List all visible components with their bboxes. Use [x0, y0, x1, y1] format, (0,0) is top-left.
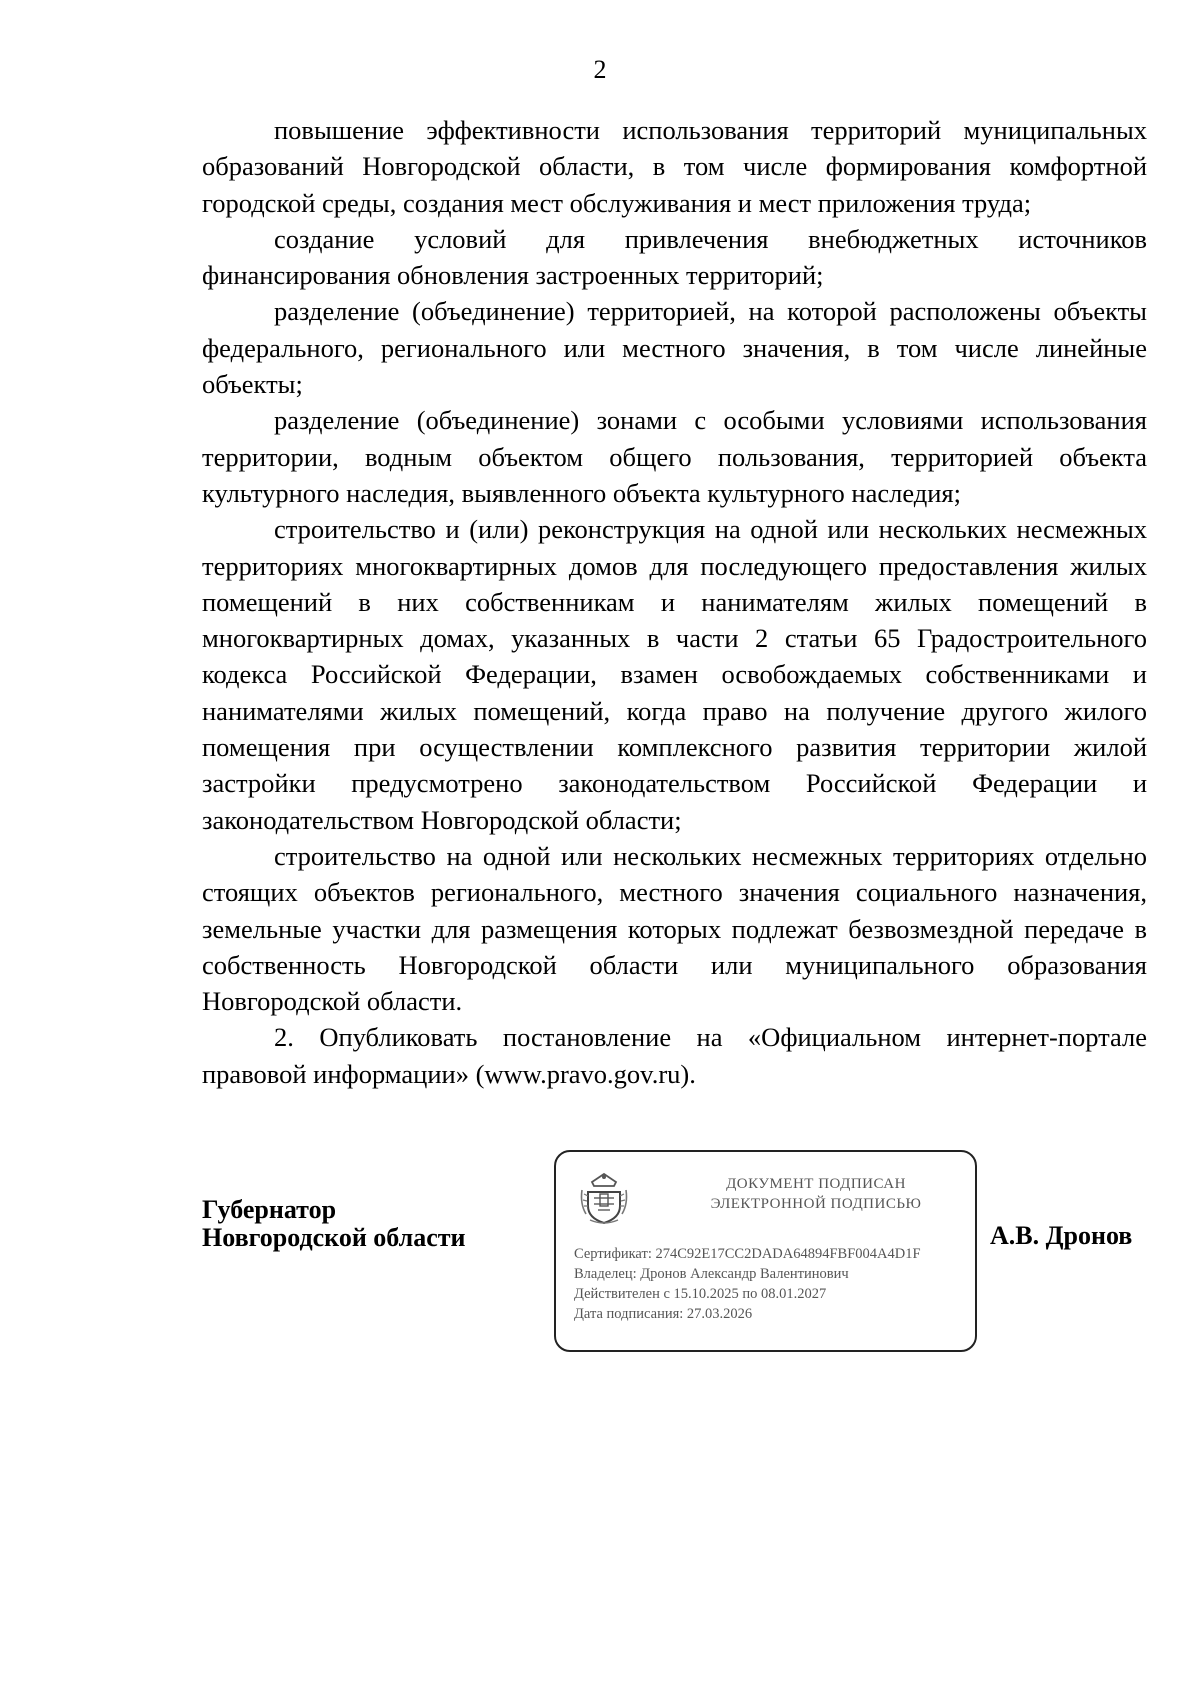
stamp-heading [666, 1174, 966, 1214]
signatory-name: А.В. Дронов [990, 1221, 1133, 1250]
document-body [202, 112, 1147, 1092]
coat-of-arms-icon [578, 1168, 630, 1226]
signatory-title [202, 1196, 466, 1252]
stamp-details [574, 1244, 921, 1324]
stamp-heading-line-1: ДОКУМЕНТ ПОДПИСАН [726, 1176, 906, 1192]
signatory-title-line-2: Новгородской области [202, 1223, 466, 1252]
paragraph-3: разделение (объединение) территорией, на которой расположены объекты федерального, регионального или местного значения, в том числе линейные объекты; [202, 296, 1147, 400]
stamp-signed-date: Дата подписания: 27.03.2026 [574, 1306, 753, 1322]
paragraph-6: строительство на одной или нескольких несмежных территориях отдельно стоящих объектов регионального, местного значения социального назначения, земельные участки для размещения которых подлежат безвозмездной передаче в собственность Новгородской области или муниципального образования Новгородской области. [202, 840, 1147, 1017]
electronic-signature-stamp [554, 1150, 977, 1352]
paragraph-2: создание условий для привлечения внебюджетных источников финансирования обновления застроенных территорий; [202, 223, 1147, 291]
signatory-title-line-1: Губернатор [202, 1195, 337, 1224]
paragraph-1: повышение эффективности использования территорий муниципальных образований Новгородской области, в том числе формирования комфортной городской среды, создания мест обслуживания и мест приложения труда; [202, 115, 1147, 218]
page-number: 2 [593, 55, 607, 84]
paragraph-4: разделение (объединение) зонами с особыми условиями использования территории, водным объектом общего пользования, территорией объекта культурного наследия, выявленного объекта культурного наследия; [202, 405, 1147, 508]
stamp-validity: Действителен с 15.10.2025 по 08.01.2027 [574, 1286, 827, 1302]
stamp-heading-line-2: ЭЛЕКТРОННОЙ ПОДПИСЬЮ [710, 1196, 922, 1212]
stamp-certificate: Сертификат: 274C92E17CC2DADA64894FBF004A4D1F [574, 1246, 921, 1262]
paragraph-7: 2. Опубликовать постановление на «Официальном интернет-портале правовой информации» (www.pravo.gov.ru). [202, 1022, 1147, 1089]
paragraph-5: строительство и (или) реконструкция на одной или нескольких несмежных территориях многоквартирных домов для последующего предоставления жилых помещений в них собственникам и нанимателям жилых помещений в многоквартирных домах, указанных в части 2 статьи 65 Градостроительного кодекса Российской Федерации, взамен освобождаемых собственниками и нанимателями жилых помещений, когда право на получение другого жилого помещения при осуществлении комплексного развития территории жилой застройки предусмотрено законодательством Российской Федерации и законодательством Новгородской области; [202, 514, 1147, 835]
stamp-owner: Владелец: Дронов Александр Валентинович [574, 1266, 849, 1282]
